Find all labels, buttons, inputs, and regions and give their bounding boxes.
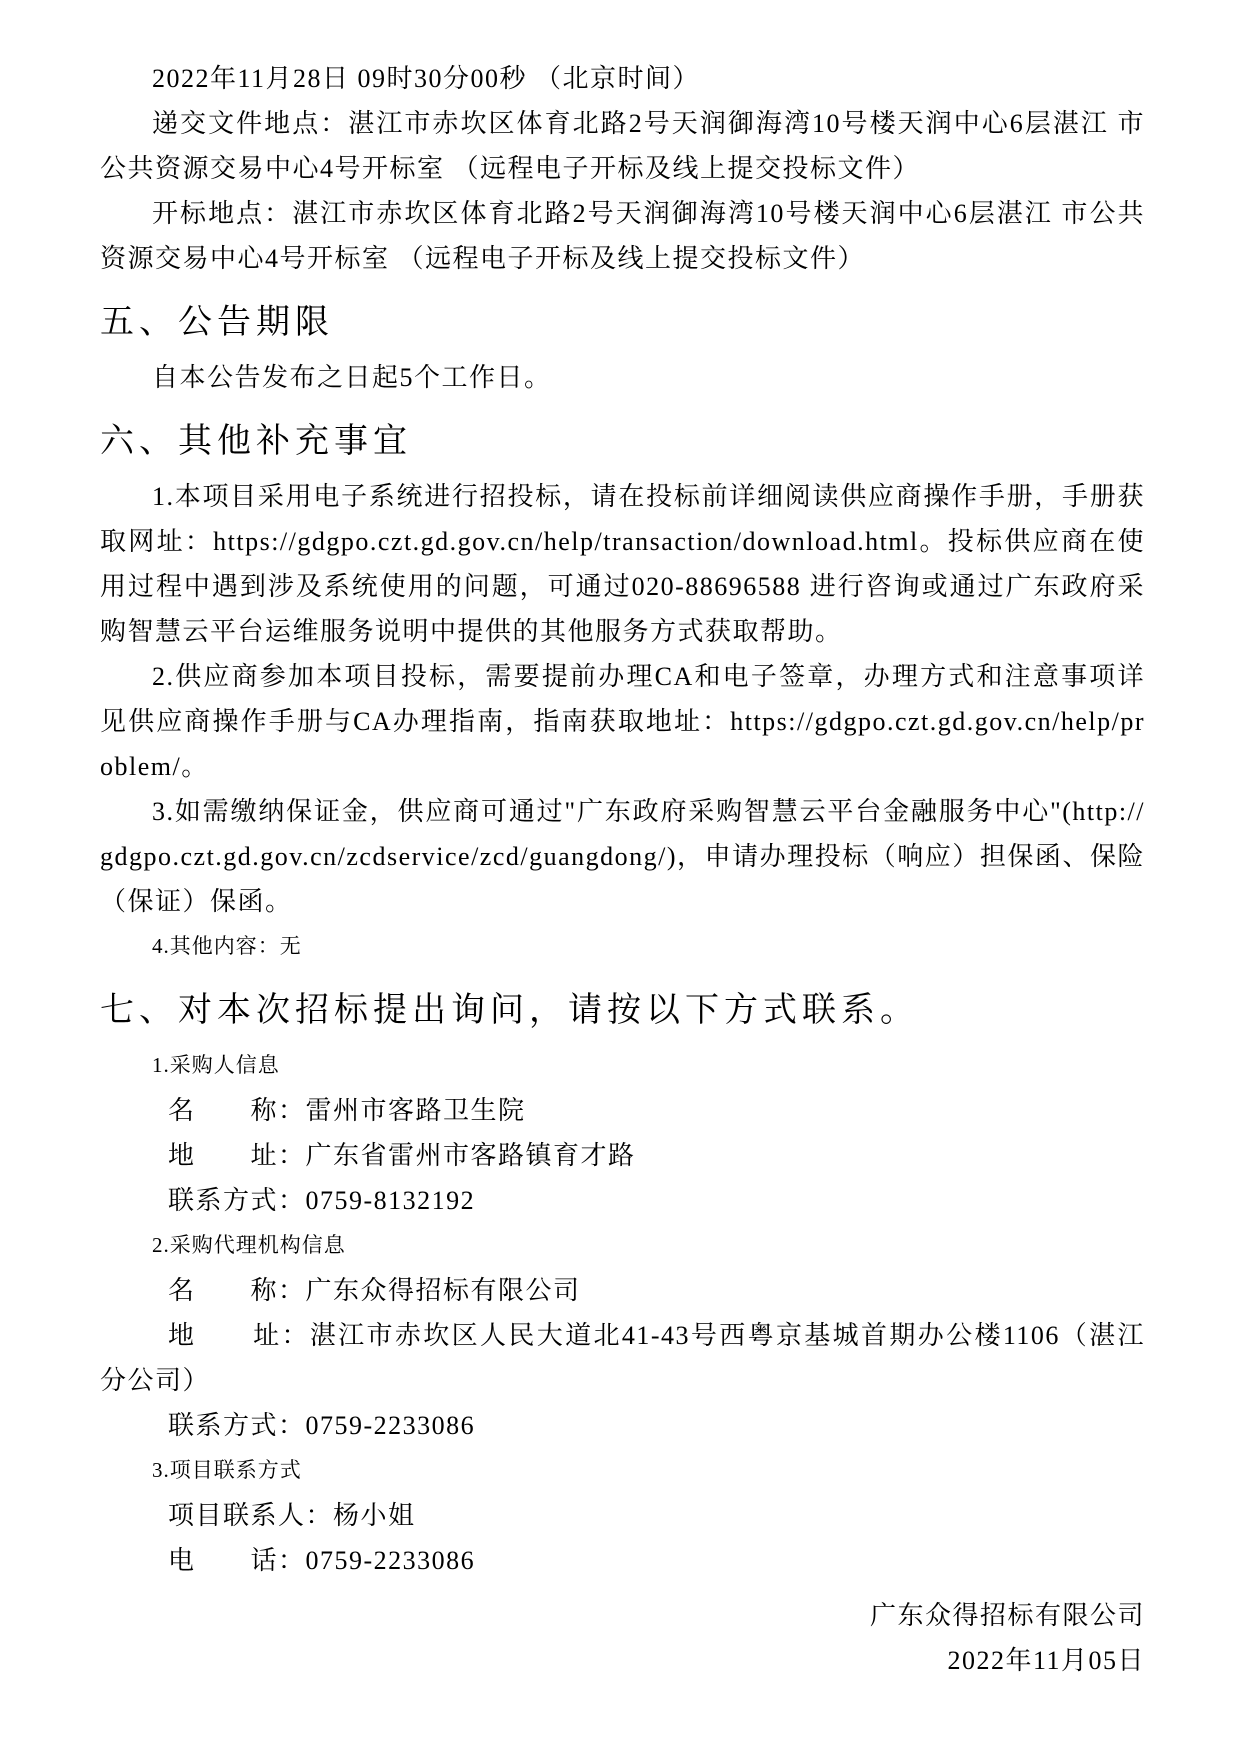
- section-7-heading: 七、对本次招标提出询问，请按以下方式联系。: [100, 992, 919, 1029]
- signature-date: 2022年11月05日: [947, 1646, 1145, 1675]
- agency-info-title: 2.采购代理机构信息: [152, 1233, 346, 1257]
- section-6-item-3: 3.如需缴纳保证金，供应商可通过"广东政府采购智慧云平台金融服务中心"(http://gdgpo.czt.gd.gov.cn/zcdservice/zcd/guangdong/)，申请办理投标（响应）担保函、保险（保证）保函。: [100, 797, 1145, 916]
- signature-company: 广东众得招标有限公司: [869, 1601, 1145, 1630]
- section-6-item-2: 2.供应商参加本项目投标，需要提前办理CA和电子签章，办理方式和注意事项详见供应商操作手册与CA办理指南，指南获取地址：https://gdgpo.czt.gd.gov.cn/help/problem/。: [100, 662, 1145, 781]
- section-5-heading: 五、公告期限: [100, 304, 334, 341]
- bid-opening-location-paragraph: 开标地点：湛江市赤坎区体育北路2号天润御海湾10号楼天润中心6层湛江 市公共资源交易中心4号开标室 （远程电子开标及线上提交投标文件）: [100, 199, 1145, 273]
- opening-datetime-line: 2022年11月28日 09时30分00秒 （北京时间）: [152, 64, 701, 93]
- section-6-item-1: 1.本项目采用电子系统进行招投标，请在投标前详细阅读供应商操作手册，手册获取网址：https://gdgpo.czt.gd.gov.cn/help/transaction/download.html。投标供应商在使用过程中遇到涉及系统使用的问题，可通过020-88696588 进行咨询或通过广东政府采购智慧云平台运维服务说明中提供的其他服务方式获取帮助。: [100, 482, 1145, 646]
- agency-name-line: 名 称：广东众得招标有限公司: [168, 1276, 581, 1305]
- purchaser-contact-line: 联系方式：0759-8132192: [168, 1186, 476, 1215]
- project-phone-line: 电 话：0759-2233086: [168, 1546, 476, 1575]
- project-contact-title: 3.项目联系方式: [152, 1458, 302, 1482]
- section-6-item-4: 4.其他内容：无: [152, 934, 302, 958]
- agency-address-line: 地 址：湛江市赤坎区人民大道北41-43号西粤京基城首期办公楼1106（湛江分公司）: [100, 1321, 1145, 1395]
- section-6-heading: 六、其他补充事宜: [100, 423, 412, 460]
- project-contact-person-line: 项目联系人：杨小姐: [168, 1501, 416, 1530]
- agency-contact-line: 联系方式：0759-2233086: [168, 1411, 476, 1440]
- purchaser-address-line: 地 址：广东省雷州市客路镇育才路: [168, 1141, 636, 1170]
- announcement-period-paragraph: 自本公告发布之日起5个工作日。: [152, 363, 552, 392]
- purchaser-name-line: 名 称：雷州市客路卫生院: [168, 1096, 526, 1125]
- submit-location-paragraph: 递交文件地点：湛江市赤坎区体育北路2号天润御海湾10号楼天润中心6层湛江 市公共资源交易中心4号开标室 （远程电子开标及线上提交投标文件）: [100, 109, 1145, 183]
- purchaser-info-title: 1.采购人信息: [152, 1053, 280, 1077]
